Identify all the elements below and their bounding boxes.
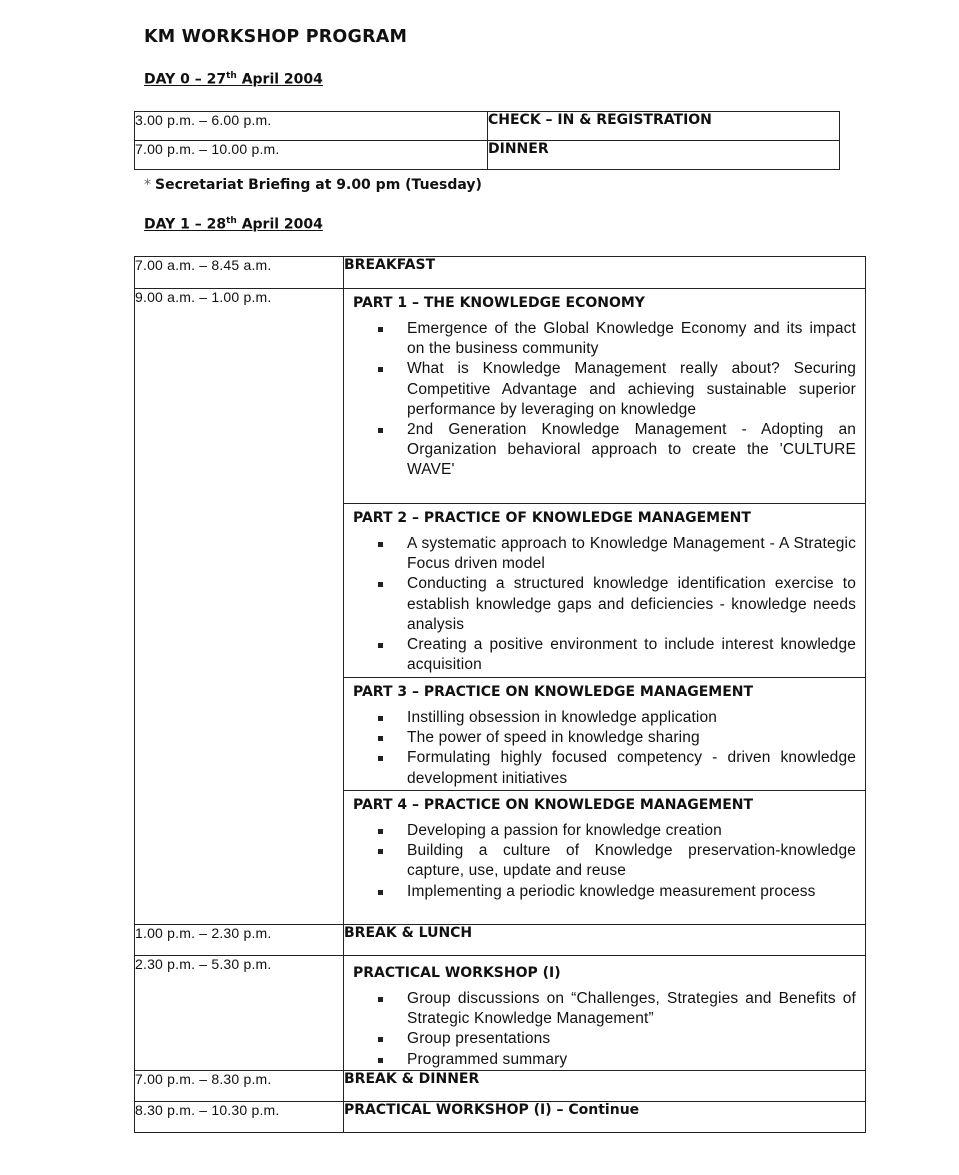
list-item-text: What is Knowledge Management really about? Securing Competitive Advantage and achieving sustainable superior performance by leveraging on knowledge [407, 360, 856, 418]
list-item-text: Programmed summary [407, 1050, 568, 1068]
part-title: PART 3 – PRACTICE ON KNOWLEDGE MANAGEMENT [353, 684, 754, 700]
note-marker: * [144, 177, 151, 193]
bullet-icon [378, 428, 383, 433]
bullet-icon [378, 849, 383, 854]
table-row [135, 925, 866, 956]
table-row [135, 1070, 866, 1101]
activity-cell: PRACTICAL WORKSHOP (I) – Continue [344, 1101, 866, 1132]
time-cell: 7.00 a.m. – 8.45 a.m. [135, 257, 344, 289]
day1-heading [144, 216, 323, 233]
list-item [407, 708, 856, 728]
activity-cell: CHECK – IN & REGISTRATION [488, 112, 840, 141]
activity-cell: BREAKFAST [344, 257, 866, 289]
part-title: PART 2 – PRACTICE OF KNOWLEDGE MANAGEMENT [353, 510, 751, 526]
list-item-text: Conducting a structured knowledge identification exercise to establish knowledge gaps and deficiencies - knowledge needs analysis [407, 575, 856, 633]
time-cell: 2.30 p.m. – 5.30 p.m. [135, 956, 344, 1071]
session-part-1 [344, 289, 866, 504]
time-cell: 3.00 p.m. – 6.00 p.m. [135, 112, 488, 141]
time-cell: 1.00 p.m. – 2.30 p.m. [135, 925, 344, 956]
list-item [407, 821, 856, 841]
list-item-text: The power of speed in knowledge sharing [407, 729, 700, 747]
list-item [407, 882, 856, 902]
activity-cell: DINNER [488, 141, 840, 170]
day0-heading-sup: th [226, 71, 237, 81]
session-part-3 [344, 678, 866, 791]
document-title: KM WORKSHOP PROGRAM [144, 27, 408, 47]
session-part-2 [344, 504, 866, 678]
day1-heading-sup: th [226, 216, 237, 226]
bullet-list [344, 981, 865, 1070]
list-item [407, 1029, 856, 1049]
list-item-text: Instilling obsession in knowledge application [407, 709, 718, 726]
bullet-icon [378, 890, 383, 895]
list-item [407, 728, 856, 748]
list-item [407, 534, 856, 574]
bullet-list [344, 526, 865, 675]
table-row [135, 257, 866, 289]
list-item [407, 841, 856, 881]
day0-heading [144, 71, 323, 88]
secretariat-note [144, 177, 482, 193]
list-item-text: Developing a passion for knowledge creation [407, 822, 722, 839]
list-item [407, 574, 856, 635]
bullet-icon [378, 829, 383, 834]
table-row [135, 1101, 866, 1132]
bullet-icon [378, 542, 383, 547]
table-row [135, 112, 840, 141]
list-item-text: Implementing a periodic knowledge measurement process [407, 882, 816, 900]
list-item-text: Creating a positive environment to include interest knowledge acquisition [407, 636, 856, 674]
bullet-icon [378, 1058, 383, 1063]
part-title: PART 4 – PRACTICE ON KNOWLEDGE MANAGEMENT [353, 797, 754, 813]
session-part-4 [344, 791, 866, 925]
bullet-list [344, 813, 865, 902]
list-item [407, 319, 856, 359]
day1-schedule-table [134, 256, 866, 1133]
bullet-icon [378, 327, 383, 332]
day1-heading-suffix: April 2004 [236, 216, 323, 233]
workshop-title: PRACTICAL WORKSHOP (I) [353, 965, 561, 981]
list-item-text: 2nd Generation Knowledge Management - Adopting an Organization behavioral approach to create the 'CULTURE WAVE' [407, 421, 856, 479]
day0-heading-suffix: April 2004 [236, 71, 323, 88]
bullet-icon [378, 716, 383, 721]
table-row [135, 956, 866, 1071]
table-row [135, 289, 866, 504]
bullet-icon [378, 997, 383, 1002]
table-row [135, 141, 840, 170]
activity-cell: BREAK & DINNER [344, 1070, 866, 1101]
activity-cell: BREAK & LUNCH [344, 925, 866, 956]
bullet-icon [378, 756, 383, 761]
session-workshop [344, 956, 866, 1071]
list-item [407, 748, 856, 788]
list-item-text: Formulating highly focused competency - driven knowledge development initiatives [407, 749, 856, 787]
time-cell: 7.00 p.m. – 10.00 p.m. [135, 141, 488, 170]
list-item [407, 989, 856, 1029]
time-cell: 7.00 p.m. – 8.30 p.m. [135, 1070, 344, 1101]
day0-heading-prefix: DAY 0 – 27 [144, 71, 227, 88]
bullet-icon [378, 643, 383, 648]
list-item-text: Group discussions on “Challenges, Strategies and Benefits of Strategic Knowledge Management” [407, 990, 856, 1028]
note-text: Secretariat Briefing at 9.00 pm (Tuesday) [155, 177, 482, 193]
time-cell: 9.00 a.m. – 1.00 p.m. [135, 289, 344, 925]
list-item-text: A systematic approach to Knowledge Management - A Strategic Focus driven model [407, 535, 856, 573]
list-item [407, 1050, 856, 1070]
list-item-text: Building a culture of Knowledge preservation-knowledge capture, use, update and reuse [407, 842, 856, 880]
bullet-list [344, 700, 865, 789]
list-item [407, 635, 856, 675]
list-item-text: Emergence of the Global Knowledge Economy and its impact on the business community [407, 320, 856, 358]
bullet-icon [378, 582, 383, 587]
list-item-text: Group presentations [407, 1030, 551, 1048]
time-cell: 8.30 p.m. – 10.30 p.m. [135, 1101, 344, 1132]
part-title: PART 1 – THE KNOWLEDGE ECONOMY [353, 295, 645, 311]
bullet-icon [378, 367, 383, 372]
bullet-icon [378, 1037, 383, 1042]
list-item [407, 359, 856, 420]
list-item [407, 420, 856, 481]
bullet-list [344, 311, 865, 481]
bullet-icon [378, 736, 383, 741]
day1-heading-prefix: DAY 1 – 28 [144, 216, 227, 233]
day0-schedule-table [134, 111, 840, 170]
